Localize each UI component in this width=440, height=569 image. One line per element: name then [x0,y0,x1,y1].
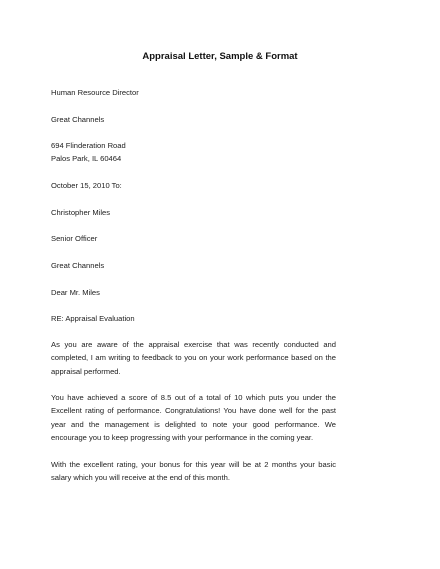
sender-title: Human Resource Director [51,88,139,97]
recipient-name: Christopher Miles [51,208,111,217]
date-line: October 15, 2010 To: [51,181,122,190]
recipient-company: Great Channels [51,261,105,270]
body-paragraph-1: As you are aware of the appraisal exercise that was recently conducted and completed, I am writing to feedback to you on your work performance based on the appraisal performed. [51,340,336,376]
sender-address-line2: Palos Park, IL 60464 [51,154,122,163]
sender-company: Great Channels [51,115,105,124]
page-title: Appraisal Letter, Sample & Format [142,51,298,62]
salutation: Dear Mr. Miles [51,288,100,297]
recipient-position: Senior Officer [51,234,98,243]
body-paragraph-3: With the excellent rating, your bonus for this year will be at 2 months your basic salary which you will receive at the end of this month. [51,460,336,483]
body-paragraph-2: You have achieved a score of 8.5 out of a total of 10 which puts you under the Excellent rating of performance. Congratulations! You have done well for the past year and the management is delighted to note your good performance. We encourage you to keep progressing with your performance in the coming year. [51,393,336,443]
sender-address-line1: 694 Flinderation Road [51,141,126,150]
subject-line: RE: Appraisal Evaluation [51,314,135,323]
